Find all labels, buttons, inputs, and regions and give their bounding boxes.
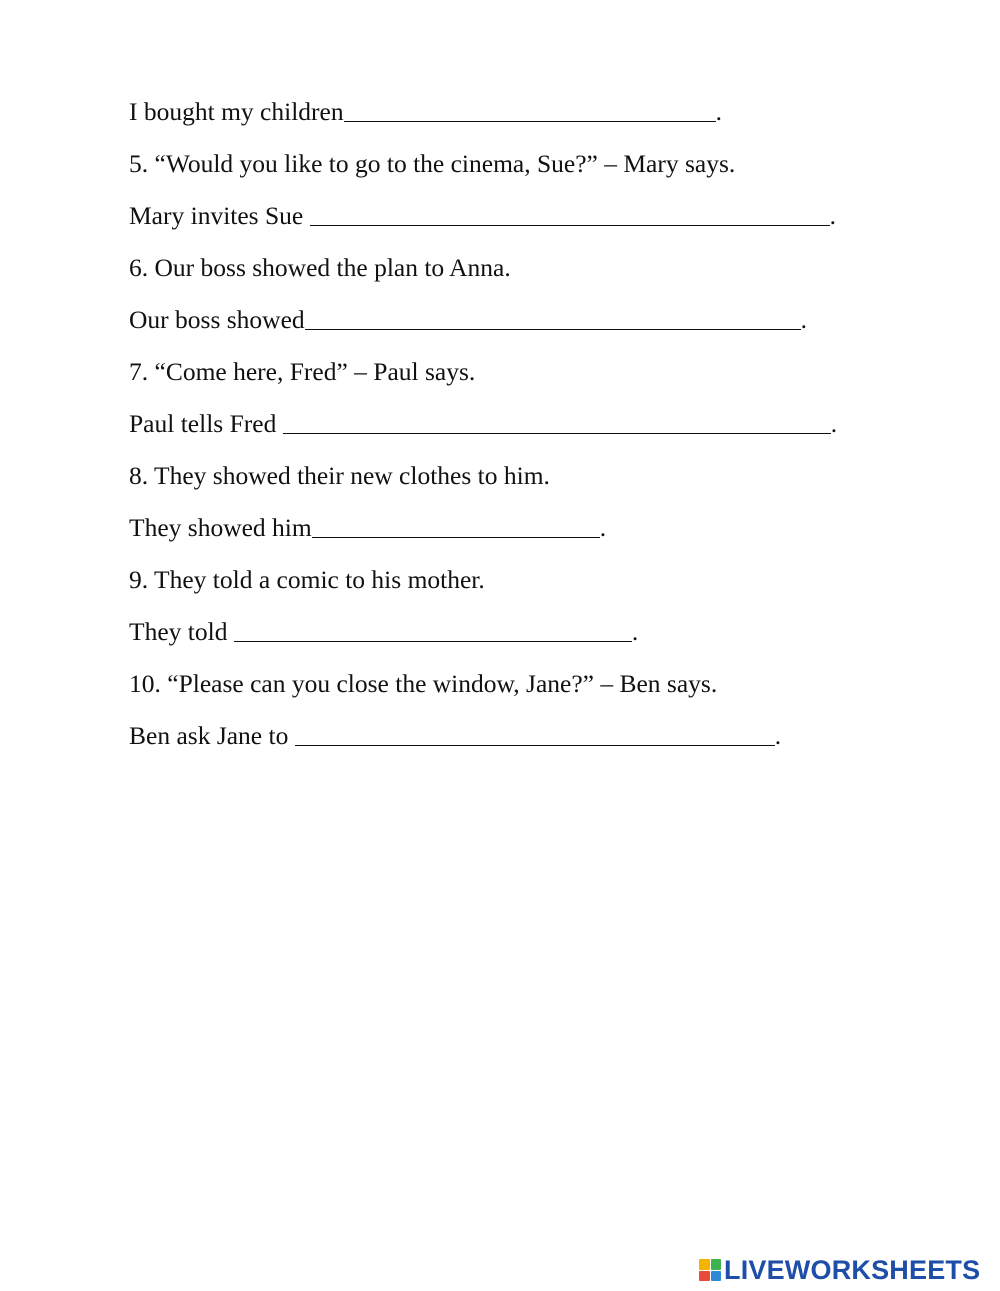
answer-prefix: They showed him <box>129 513 312 542</box>
question-10 <box>129 658 889 710</box>
question-text: 10. “Please can you close the window, Jane?” – Ben says. <box>129 669 718 698</box>
answer-suffix: . <box>715 97 722 126</box>
liveworksheets-logo-icon <box>699 1259 721 1281</box>
question-text: 8. They showed their new clothes to him. <box>129 461 550 490</box>
answer-prefix: Our boss showed <box>129 305 305 334</box>
question-text: 7. “Come here, Fred” – Paul says. <box>129 357 476 386</box>
answer-line-5 <box>129 190 889 242</box>
answer-line-6 <box>129 294 889 346</box>
answer-prefix: Mary invites Sue <box>129 201 310 230</box>
answer-suffix: . <box>829 201 836 230</box>
logo-text: LIVEWORKSHEETS <box>724 1254 981 1285</box>
answer-prefix: Paul tells Fred <box>129 409 283 438</box>
worksheet <box>129 86 889 762</box>
answer-suffix: . <box>631 617 639 646</box>
answer-suffix: . <box>774 721 782 750</box>
answer-line-9 <box>129 606 889 658</box>
answer-suffix: . <box>800 305 808 334</box>
logo-square-red <box>699 1271 710 1282</box>
question-text: 6. Our boss showed the plan to Anna. <box>129 253 511 282</box>
answer-blank-8[interactable] <box>312 512 600 538</box>
answer-blank-10[interactable] <box>295 720 775 746</box>
logo-square-blue <box>711 1271 722 1282</box>
answer-blank-7[interactable] <box>283 408 831 434</box>
answer-prefix: Ben ask Jane to <box>129 721 295 750</box>
answer-blank-4[interactable] <box>344 96 716 122</box>
answer-line-10 <box>129 710 889 762</box>
answer-blank-9[interactable] <box>234 616 632 642</box>
answer-suffix: . <box>599 513 607 542</box>
answer-blank-5[interactable] <box>310 200 830 226</box>
logo-square-yellow <box>699 1259 710 1270</box>
question-text: 9. They told a comic to his mother. <box>129 565 485 594</box>
answer-blank-6[interactable] <box>305 304 801 330</box>
answer-line-8 <box>129 502 889 554</box>
answer-prefix: They told <box>129 617 234 646</box>
logo-square-green <box>711 1259 722 1270</box>
answer-suffix: . <box>830 409 838 438</box>
answer-line-7 <box>129 398 889 450</box>
question-8 <box>129 450 889 502</box>
answer-prefix: I bought my children <box>129 97 344 126</box>
question-9 <box>129 554 889 606</box>
answer-line-4 <box>129 86 889 138</box>
question-5 <box>129 138 889 190</box>
question-7 <box>129 346 889 398</box>
question-6 <box>129 242 889 294</box>
liveworksheets-logo[interactable] <box>699 1255 980 1285</box>
question-text: 5. “Would you like to go to the cinema, Sue?” – Mary says. <box>129 149 736 178</box>
